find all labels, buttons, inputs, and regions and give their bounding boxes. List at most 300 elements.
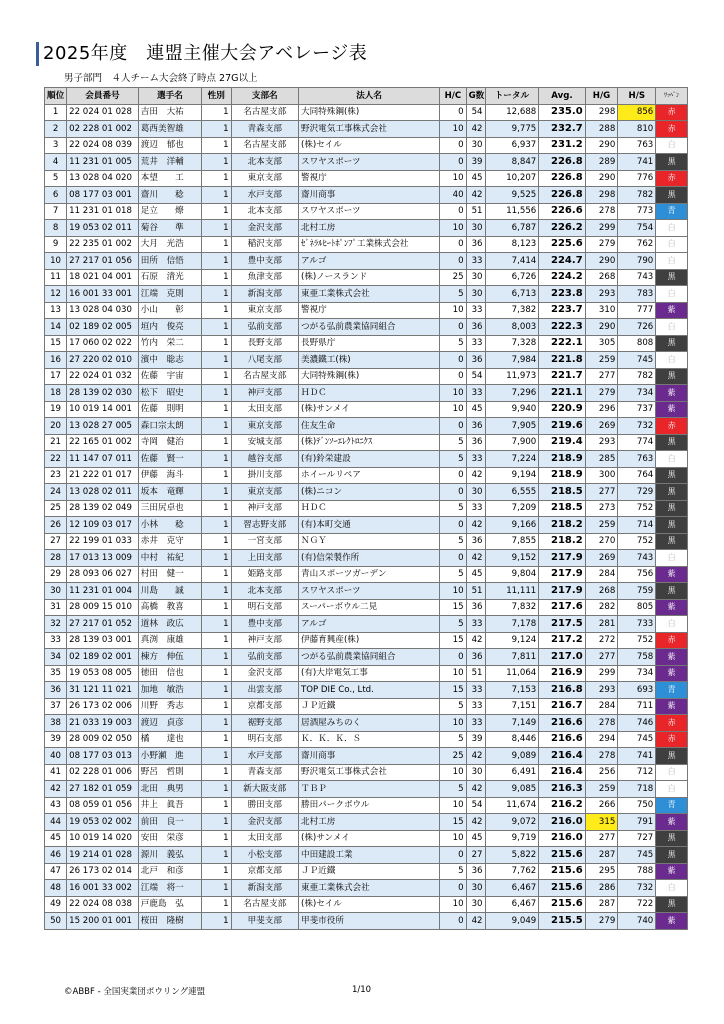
games-cell: 30	[466, 896, 485, 913]
branch-cell: 習志野支部	[231, 517, 298, 534]
header-rank: 順位	[45, 88, 67, 105]
high-game-cell: 287	[585, 896, 618, 913]
total-cell: 6,937	[485, 137, 539, 154]
badge-cell: 青	[656, 682, 688, 699]
games-cell: 36	[466, 236, 485, 253]
sex-cell: 1	[202, 847, 232, 864]
player-name-cell: 川島 誠	[138, 583, 201, 600]
corporation-cell: (株)セイル	[298, 896, 439, 913]
sex-cell: 1	[202, 253, 232, 270]
header-high-game: H/G	[585, 88, 618, 105]
table-row	[45, 203, 688, 220]
member-number-cell: 11 231 01 018	[67, 203, 139, 220]
table-row	[45, 731, 688, 748]
sex-cell: 1	[202, 880, 232, 897]
badge-cell: 黒	[656, 847, 688, 864]
average-cell: 222.3	[539, 319, 585, 336]
corporation-cell: (株)サンメイ	[298, 830, 439, 847]
badge-cell: 赤	[656, 632, 688, 649]
rank-cell: 8	[45, 220, 67, 237]
table-header-row	[45, 88, 688, 105]
games-cell: 30	[466, 484, 485, 501]
sex-cell: 1	[202, 434, 232, 451]
high-series-cell: 732	[618, 880, 656, 897]
member-number-cell: 17 013 13 009	[67, 550, 139, 567]
average-cell: 218.9	[539, 451, 585, 468]
branch-cell: 名古屋支部	[231, 104, 298, 121]
average-cell: 219.4	[539, 434, 585, 451]
branch-cell: 神戸支部	[231, 632, 298, 649]
average-cell: 219.6	[539, 418, 585, 435]
sex-cell: 1	[202, 863, 232, 880]
player-name-cell: 吉田 大祐	[138, 104, 201, 121]
high-game-cell: 259	[585, 352, 618, 369]
games-cell: 27	[466, 847, 485, 864]
corporation-cell: 齋川商事	[298, 748, 439, 765]
high-series-cell: 763	[618, 451, 656, 468]
total-cell: 7,382	[485, 302, 539, 319]
games-cell: 33	[466, 698, 485, 715]
badge-cell: 黒	[656, 896, 688, 913]
header-branch: 支部名	[231, 88, 298, 105]
high-game-cell: 279	[585, 913, 618, 930]
rank-cell: 41	[45, 764, 67, 781]
handicap-cell: 0	[440, 137, 466, 154]
high-series-cell: 777	[618, 302, 656, 319]
games-cell: 42	[466, 187, 485, 204]
high-game-cell: 281	[585, 616, 618, 633]
rank-cell: 3	[45, 137, 67, 154]
games-cell: 42	[466, 467, 485, 484]
sex-cell: 1	[202, 616, 232, 633]
branch-cell: 金沢支部	[231, 814, 298, 831]
high-series-cell: 763	[618, 137, 656, 154]
total-cell: 9,089	[485, 748, 539, 765]
rank-cell: 34	[45, 649, 67, 666]
rank-cell: 32	[45, 616, 67, 633]
player-name-cell: 渡辺 郁也	[138, 137, 201, 154]
branch-cell: 新潟支部	[231, 286, 298, 303]
sex-cell: 1	[202, 566, 232, 583]
corporation-cell: ＨＤＣ	[298, 385, 439, 402]
high-game-cell: 277	[585, 830, 618, 847]
header-average: Avg.	[539, 88, 585, 105]
sex-cell: 1	[202, 649, 232, 666]
table-row	[45, 104, 688, 121]
high-series-cell: 808	[618, 335, 656, 352]
high-series-cell: 782	[618, 187, 656, 204]
handicap-cell: 10	[440, 385, 466, 402]
player-name-cell: 佐藤 賢一	[138, 451, 201, 468]
badge-cell: 黒	[656, 434, 688, 451]
high-series-cell: 756	[618, 566, 656, 583]
total-cell: 7,855	[485, 533, 539, 550]
rank-cell: 6	[45, 187, 67, 204]
player-name-cell: 垣内 俊亮	[138, 319, 201, 336]
player-name-cell: 桜田 隆樹	[138, 913, 201, 930]
high-game-cell: 279	[585, 385, 618, 402]
corporation-cell: 東亜工業株式会社	[298, 286, 439, 303]
handicap-cell: 10	[440, 764, 466, 781]
games-cell: 42	[466, 748, 485, 765]
corporation-cell: 美濃鐵工(株)	[298, 352, 439, 369]
high-series-cell: 759	[618, 583, 656, 600]
player-name-cell: 小野瀬 進	[138, 748, 201, 765]
handicap-cell: 10	[440, 797, 466, 814]
badge-cell: 白	[656, 550, 688, 567]
high-series-cell: 856	[618, 104, 656, 121]
sex-cell: 1	[202, 220, 232, 237]
member-number-cell: 27 217 01 052	[67, 616, 139, 633]
member-number-cell: 22 165 01 002	[67, 434, 139, 451]
rank-cell: 33	[45, 632, 67, 649]
average-cell: 226.8	[539, 187, 585, 204]
handicap-cell: 0	[440, 913, 466, 930]
total-cell: 7,151	[485, 698, 539, 715]
table-row	[45, 566, 688, 583]
high-game-cell: 310	[585, 302, 618, 319]
total-cell: 7,832	[485, 599, 539, 616]
player-name-cell: 江端 将一	[138, 880, 201, 897]
total-cell: 8,847	[485, 154, 539, 171]
corporation-cell: (有)本町交通	[298, 517, 439, 534]
total-cell: 7,178	[485, 616, 539, 633]
member-number-cell: 26 173 02 006	[67, 698, 139, 715]
high-series-cell: 718	[618, 781, 656, 798]
rank-cell: 39	[45, 731, 67, 748]
high-game-cell: 277	[585, 484, 618, 501]
high-series-cell: 773	[618, 203, 656, 220]
high-game-cell: 293	[585, 434, 618, 451]
badge-cell: 赤	[656, 731, 688, 748]
handicap-cell: 25	[440, 269, 466, 286]
player-name-cell: 荒井 洋輔	[138, 154, 201, 171]
page-title: 2025年度 連盟主催大会アベレージ表	[43, 43, 368, 64]
branch-cell: 東京支部	[231, 418, 298, 435]
sex-cell: 1	[202, 682, 232, 699]
table-row	[45, 649, 688, 666]
high-series-cell: 741	[618, 154, 656, 171]
handicap-cell: 0	[440, 368, 466, 385]
header-total: トータル	[485, 88, 539, 105]
branch-cell: 神戸支部	[231, 385, 298, 402]
badge-cell: 紫	[656, 302, 688, 319]
games-cell: 51	[466, 203, 485, 220]
member-number-cell: 12 109 03 017	[67, 517, 139, 534]
high-series-cell: 754	[618, 220, 656, 237]
player-name-cell: 北戸 和彦	[138, 863, 201, 880]
player-name-cell: 佐藤 則明	[138, 401, 201, 418]
badge-cell: 青	[656, 797, 688, 814]
average-cell: 223.8	[539, 286, 585, 303]
high-series-cell: 693	[618, 682, 656, 699]
table-row	[45, 500, 688, 517]
total-cell: 6,726	[485, 269, 539, 286]
badge-cell: 白	[656, 236, 688, 253]
average-cell: 217.5	[539, 616, 585, 633]
branch-cell: 豊中支部	[231, 616, 298, 633]
member-number-cell: 02 189 02 005	[67, 319, 139, 336]
table-row	[45, 484, 688, 501]
branch-cell: 水戸支部	[231, 187, 298, 204]
sex-cell: 1	[202, 533, 232, 550]
average-cell: 217.0	[539, 649, 585, 666]
handicap-cell: 15	[440, 682, 466, 699]
rank-cell: 18	[45, 385, 67, 402]
badge-cell: 赤	[656, 715, 688, 732]
member-number-cell: 10 019 14 001	[67, 401, 139, 418]
average-cell: 216.7	[539, 698, 585, 715]
handicap-cell: 10	[440, 121, 466, 138]
badge-cell: 黒	[656, 187, 688, 204]
sex-cell: 1	[202, 203, 232, 220]
high-series-cell: 711	[618, 698, 656, 715]
header-high-series: H/S	[618, 88, 656, 105]
total-cell: 6,713	[485, 286, 539, 303]
high-series-cell: 743	[618, 269, 656, 286]
badge-cell: 白	[656, 451, 688, 468]
sex-cell: 1	[202, 236, 232, 253]
branch-cell: 名古屋支部	[231, 368, 298, 385]
average-cell: 221.7	[539, 368, 585, 385]
rank-cell: 29	[45, 566, 67, 583]
player-name-cell: 徳田 信也	[138, 665, 201, 682]
table-row	[45, 269, 688, 286]
high-game-cell: 273	[585, 500, 618, 517]
sex-cell: 1	[202, 500, 232, 517]
member-number-cell: 28 139 02 049	[67, 500, 139, 517]
player-name-cell: 戸鹿島 弘	[138, 896, 201, 913]
sex-cell: 1	[202, 137, 232, 154]
member-number-cell: 18 021 04 001	[67, 269, 139, 286]
total-cell: 9,775	[485, 121, 539, 138]
rank-cell: 25	[45, 500, 67, 517]
sex-cell: 1	[202, 154, 232, 171]
player-name-cell: 小山 彰	[138, 302, 201, 319]
footer-page-number: 1/10	[352, 985, 372, 995]
table-row	[45, 748, 688, 765]
member-number-cell: 28 009 15 010	[67, 599, 139, 616]
high-series-cell: 788	[618, 863, 656, 880]
table-row	[45, 599, 688, 616]
rank-cell: 17	[45, 368, 67, 385]
average-cell: 221.1	[539, 385, 585, 402]
handicap-cell: 10	[440, 830, 466, 847]
high-series-cell: 734	[618, 665, 656, 682]
badge-cell: 赤	[656, 418, 688, 435]
badge-cell: 紫	[656, 814, 688, 831]
games-cell: 42	[466, 632, 485, 649]
badge-cell: 紫	[656, 401, 688, 418]
sex-cell: 1	[202, 814, 232, 831]
player-name-cell: 三田尻卓也	[138, 500, 201, 517]
total-cell: 6,467	[485, 880, 539, 897]
badge-cell: 紫	[656, 698, 688, 715]
average-cell: 217.6	[539, 599, 585, 616]
player-name-cell: 加地 敏浩	[138, 682, 201, 699]
average-cell: 232.7	[539, 121, 585, 138]
table-row	[45, 880, 688, 897]
corporation-cell: (有)大岸電気工事	[298, 665, 439, 682]
average-cell: 224.2	[539, 269, 585, 286]
sex-cell: 1	[202, 121, 232, 138]
member-number-cell: 28 093 06 027	[67, 566, 139, 583]
high-game-cell: 277	[585, 368, 618, 385]
table-row	[45, 616, 688, 633]
total-cell: 7,762	[485, 863, 539, 880]
high-series-cell: 741	[618, 748, 656, 765]
high-series-cell: 722	[618, 896, 656, 913]
games-cell: 36	[466, 319, 485, 336]
member-number-cell: 16 001 33 002	[67, 880, 139, 897]
rank-cell: 35	[45, 665, 67, 682]
sex-cell: 1	[202, 797, 232, 814]
handicap-cell: 0	[440, 236, 466, 253]
table-row	[45, 418, 688, 435]
average-cell: 216.8	[539, 682, 585, 699]
badge-cell: 黒	[656, 154, 688, 171]
high-series-cell: 782	[618, 368, 656, 385]
handicap-cell: 5	[440, 533, 466, 550]
sex-cell: 1	[202, 698, 232, 715]
total-cell: 9,124	[485, 632, 539, 649]
branch-cell: 出雲支部	[231, 682, 298, 699]
branch-cell: 青森支部	[231, 764, 298, 781]
games-cell: 33	[466, 500, 485, 517]
branch-cell: 魚津支部	[231, 269, 298, 286]
high-series-cell: 758	[618, 649, 656, 666]
high-game-cell: 277	[585, 649, 618, 666]
corporation-cell: 野沢電気工事株式会社	[298, 764, 439, 781]
handicap-cell: 0	[440, 550, 466, 567]
sex-cell: 1	[202, 104, 232, 121]
rank-cell: 30	[45, 583, 67, 600]
average-cell: 221.8	[539, 352, 585, 369]
branch-cell: 太田支部	[231, 401, 298, 418]
total-cell: 9,194	[485, 467, 539, 484]
high-series-cell: 774	[618, 434, 656, 451]
handicap-cell: 15	[440, 599, 466, 616]
corporation-cell: ＪＰ近鐵	[298, 863, 439, 880]
table-row	[45, 632, 688, 649]
badge-cell: 白	[656, 781, 688, 798]
total-cell: 11,064	[485, 665, 539, 682]
average-cell: 217.9	[539, 566, 585, 583]
header-handicap: H/C	[440, 88, 466, 105]
average-cell: 216.3	[539, 781, 585, 798]
corporation-cell: 北村工房	[298, 220, 439, 237]
badge-cell: 白	[656, 764, 688, 781]
games-cell: 42	[466, 913, 485, 930]
high-game-cell: 279	[585, 236, 618, 253]
games-cell: 33	[466, 385, 485, 402]
corporation-cell: (株)ﾃﾞﾝｿｰｴﾚｸﾄﾛﾆｸｽ	[298, 434, 439, 451]
member-number-cell: 22 199 01 033	[67, 533, 139, 550]
sex-cell: 1	[202, 517, 232, 534]
rank-cell: 24	[45, 484, 67, 501]
total-cell: 7,900	[485, 434, 539, 451]
player-name-cell: 坂本 竜輝	[138, 484, 201, 501]
handicap-cell: 40	[440, 187, 466, 204]
table-row	[45, 896, 688, 913]
average-cell: 216.9	[539, 665, 585, 682]
high-game-cell: 299	[585, 665, 618, 682]
games-cell: 33	[466, 253, 485, 270]
corporation-cell: 伊藤育興産(株)	[298, 632, 439, 649]
player-name-cell: 高橋 教喜	[138, 599, 201, 616]
player-name-cell: 井上 眞吾	[138, 797, 201, 814]
high-series-cell: 745	[618, 847, 656, 864]
sex-cell: 1	[202, 385, 232, 402]
high-game-cell: 278	[585, 748, 618, 765]
corporation-cell: 中田建設工業	[298, 847, 439, 864]
sex-cell: 1	[202, 550, 232, 567]
member-number-cell: 19 053 02 011	[67, 220, 139, 237]
total-cell: 11,674	[485, 797, 539, 814]
corporation-cell: アルゴ	[298, 616, 439, 633]
sex-cell: 1	[202, 913, 232, 930]
branch-cell: 太田支部	[231, 830, 298, 847]
games-cell: 54	[466, 368, 485, 385]
rank-cell: 10	[45, 253, 67, 270]
branch-cell: 越谷支部	[231, 451, 298, 468]
player-name-cell: 石原 清光	[138, 269, 201, 286]
high-game-cell: 295	[585, 863, 618, 880]
rank-cell: 7	[45, 203, 67, 220]
member-number-cell: 02 189 02 001	[67, 649, 139, 666]
high-game-cell: 294	[585, 731, 618, 748]
page-subtitle: 男子部門 ４人チーム大会終了時点 27G以上	[64, 73, 258, 84]
high-series-cell: 764	[618, 467, 656, 484]
branch-cell: 名古屋支部	[231, 896, 298, 913]
high-series-cell: 791	[618, 814, 656, 831]
table-row	[45, 253, 688, 270]
badge-cell: 紫	[656, 385, 688, 402]
player-name-cell: 源川 義弘	[138, 847, 201, 864]
high-series-cell: 762	[618, 236, 656, 253]
badge-cell: 赤	[656, 121, 688, 138]
player-name-cell: 安田 栄彦	[138, 830, 201, 847]
corporation-cell: 北村工房	[298, 814, 439, 831]
high-series-cell: 734	[618, 385, 656, 402]
games-cell: 36	[466, 533, 485, 550]
branch-cell: 明石支部	[231, 731, 298, 748]
branch-cell: 一宮支部	[231, 533, 298, 550]
table-row	[45, 814, 688, 831]
rank-cell: 50	[45, 913, 67, 930]
handicap-cell: 5	[440, 286, 466, 303]
handicap-cell: 10	[440, 715, 466, 732]
total-cell: 7,414	[485, 253, 539, 270]
total-cell: 9,152	[485, 550, 539, 567]
branch-cell: 北本支部	[231, 203, 298, 220]
branch-cell: 弘前支部	[231, 319, 298, 336]
games-cell: 33	[466, 682, 485, 699]
handicap-cell: 0	[440, 352, 466, 369]
high-game-cell: 290	[585, 170, 618, 187]
total-cell: 8,123	[485, 236, 539, 253]
games-cell: 51	[466, 665, 485, 682]
member-number-cell: 02 228 01 002	[67, 121, 139, 138]
player-name-cell: 田所 信悟	[138, 253, 201, 270]
player-name-cell: 前田 良一	[138, 814, 201, 831]
games-cell: 33	[466, 715, 485, 732]
games-cell: 45	[466, 401, 485, 418]
rank-cell: 27	[45, 533, 67, 550]
high-game-cell: 268	[585, 583, 618, 600]
average-cell: 215.6	[539, 847, 585, 864]
rank-cell: 5	[45, 170, 67, 187]
